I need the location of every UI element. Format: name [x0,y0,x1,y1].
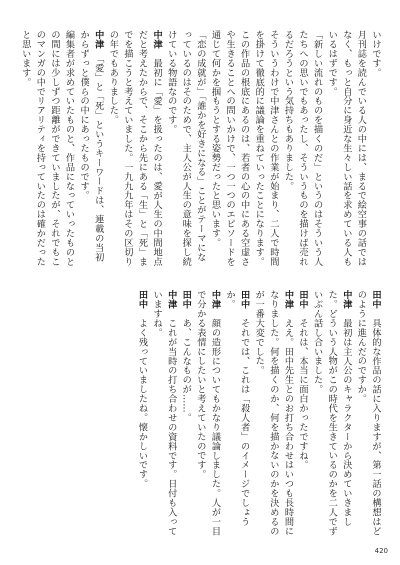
paragraph [251,290,295,540]
paragraph-text: 「新しい流れのものを描くのだ」というのはそういう人たちへの思いでもあったし、そういうものを描けば売れるだろうという気持ちもありました。 [282,30,323,267]
speaker-label: 田中 [238,290,250,309]
speaker-label: 田中 [180,290,192,309]
paragraph-text: 編集者が求めていたものと、作品になっていったものとの間には少しずつ距離ができていましたが、それでもこのマンガの中でリアリティを持っていたのは確かだったと思います。 [19,30,75,267]
paragraph [294,290,309,540]
paragraph [221,290,250,540]
paragraph [178,290,193,540]
paragraph-text: いけです。 [370,30,381,78]
paragraph [192,290,221,540]
speaker-label: 中津 [282,290,294,309]
speaker-label: 田中 [136,290,148,309]
paragraph-text: これが当時の打ち合わせの資料です。日付も入っていますね。 [151,290,177,536]
paragraph-text: それは、本当に面白かったですね。 [297,318,309,470]
paragraph-text: 具体的な作品の話に入りますが、第一話の構想はどのように進んだのですか。 [355,290,381,536]
paragraph [309,290,353,540]
paragraph [76,30,105,268]
paragraph-text: 顔の造形についてもかなり議論しました。人が一目で分かる表情にしたいと考えていたのです。 [194,290,221,536]
paragraph [251,30,280,268]
speaker-label: 中津 [165,290,177,309]
paragraph-text: この作品の根底にあるのは、若者の心の中にある空虚さや生きることへの問いかけで、一つ一つのエピソードを通じて何かを掴もうとする姿勢だったと思います。 [209,30,250,267]
paragraph-text: それでは、これは「殺人者」のイメージでしょうか。 [224,290,250,527]
paragraph [17,30,75,268]
lower-text-block [17,290,382,540]
speaker-label: 中津 [92,30,104,49]
paragraph-text: 「恋の成就が」「誰かを好きになる」ことがテーマになっているのはそのためで、主人公が人生の意味を探し続けている物語なのです。 [165,30,206,267]
paragraph-text: あ、こんなものが……。 [180,318,192,423]
paragraph-text: よく残っていましたね。懐かしいです。 [136,318,148,489]
paragraph [105,30,163,268]
upper-text-block [17,30,382,268]
paragraph [353,290,382,540]
speaker-label: 中津 [340,290,352,309]
paragraph-text: 最初に「愛」を扱ったのは、愛が人生の中間地点だと考えたからで、そこから先にある「生」と「死」までを描こうと考えていました。一九九九年はその区切りの年でもありました。 [107,30,163,267]
paragraph-text: 最初は主人公のキャラクターから決めていきました。どういう人物がこの時代を生きているのかを二人でずいぶん話し合いました。 [311,290,352,536]
paragraph-text: 月刊誌を読んでいる人の中には、まるで絵空事の話ではなく、もっと自分に身近な生々しい話を求めている人もいるはずです。 [326,30,367,267]
paragraph [149,290,178,540]
paragraph [367,30,382,268]
speaker-label: 田中 [370,290,381,309]
paragraph-text: ええ。田中先生とのお打ち合わせはいつも長時間になりました。何を描くのか、何を描かないのかを決めるのが一番大変でした。 [253,290,294,536]
paragraph-text: そういうわけで中津さんとの作業が始まり、二人で時間を掛けて徹底的に議論を重ねていったことになります。 [253,30,279,267]
paragraph [324,30,368,268]
paragraph [163,30,207,268]
paragraph [207,30,251,268]
page-number: 420 [374,547,388,555]
speaker-label: 中津 [151,30,163,49]
speaker-label: 中津 [209,290,221,309]
paragraph-text: 「愛」と「死」というキーワードは、連載の当初からずっと僕らの中にあったものです。 [78,30,104,262]
paragraph [134,290,149,540]
paragraph [280,30,324,268]
speaker-label: 田中 [297,290,309,309]
